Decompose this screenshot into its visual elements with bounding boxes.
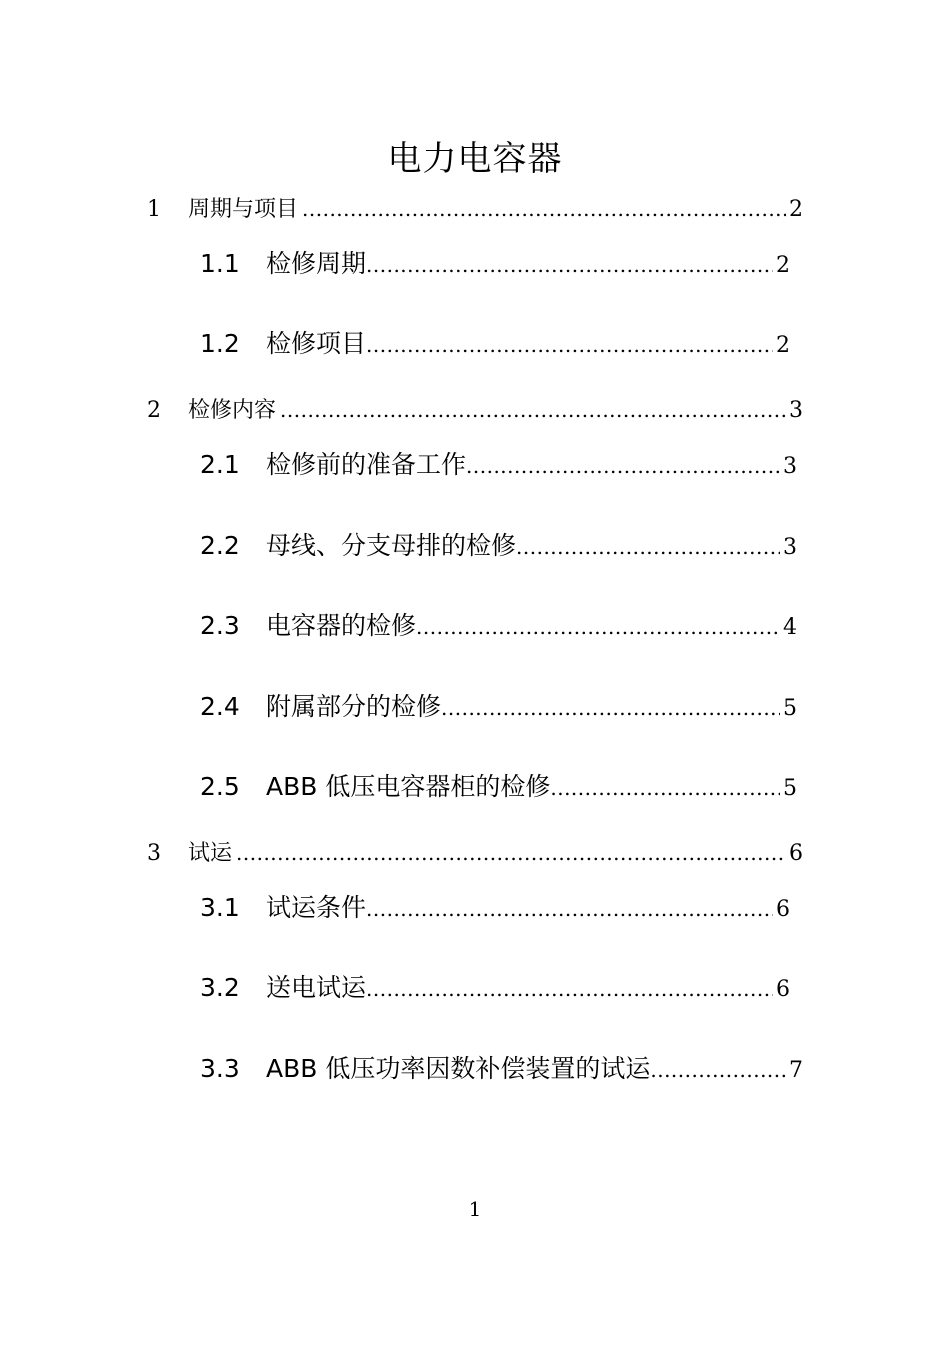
toc-entry-1-1[interactable]	[200, 247, 790, 283]
toc-page-number: 3	[783, 454, 797, 479]
toc-page-number: 4	[783, 615, 797, 640]
toc-label: 检修内容	[188, 398, 277, 423]
toc-entry-2-2[interactable]	[200, 529, 797, 565]
toc-number: 2	[147, 398, 161, 423]
toc-label: 母线、分支母排的检修	[266, 531, 517, 560]
toc-dot-leader	[466, 449, 780, 483]
toc-page-number: 6	[776, 977, 790, 1002]
toc-entry-3-1[interactable]	[200, 891, 790, 927]
toc-dot-leader	[550, 771, 780, 805]
toc-number: 3.2	[200, 973, 240, 1002]
toc-label: 检修项目	[266, 329, 367, 358]
toc-entry-2-4[interactable]	[200, 690, 797, 726]
toc-dot-leader	[366, 248, 773, 282]
toc-page-number: 2	[776, 253, 790, 278]
toc-label: ABB 低压功率因数补偿装置的试运	[266, 1054, 651, 1083]
toc-dot-leader	[516, 530, 780, 564]
toc-page-number: 2	[789, 197, 803, 222]
toc-dot-leader	[441, 691, 780, 725]
toc-entry-2-1[interactable]	[200, 448, 797, 484]
toc-entry-3-2[interactable]	[200, 971, 790, 1007]
toc-entry-2-3[interactable]	[200, 609, 797, 645]
toc-page-number: 6	[789, 841, 803, 866]
toc-entry-1[interactable]	[147, 194, 803, 225]
toc-dot-leader	[302, 194, 786, 224]
toc-label: 检修周期	[266, 249, 367, 278]
toc-label: 送电试运	[266, 973, 367, 1002]
toc-number: 3.3	[200, 1054, 240, 1083]
toc-label: 试运	[188, 841, 233, 866]
toc-entry-3[interactable]	[147, 838, 803, 869]
footer-page-number: 1	[468, 1197, 482, 1221]
toc-page-number: 3	[789, 398, 803, 423]
toc-dot-leader	[366, 972, 773, 1006]
toc-label: 检修前的准备工作	[266, 450, 467, 479]
toc-dot-leader	[236, 838, 786, 868]
toc-dot-leader	[366, 892, 773, 926]
toc-number: 1	[147, 197, 161, 222]
toc-number: 3	[147, 841, 161, 866]
toc-number: 2.4	[200, 692, 240, 721]
toc-number: 2.5	[200, 772, 240, 801]
toc-page-number: 5	[783, 776, 797, 801]
toc-dot-leader	[280, 395, 786, 425]
toc-page-number: 6	[776, 897, 790, 922]
toc-dot-leader	[416, 610, 780, 644]
toc-entry-2-5[interactable]	[200, 770, 797, 806]
toc-dot-leader	[650, 1053, 786, 1087]
toc-label: 电容器的检修	[266, 611, 417, 640]
toc-entry-2[interactable]	[147, 395, 803, 426]
toc-label: 附属部分的检修	[266, 692, 442, 721]
toc-number: 3.1	[200, 893, 240, 922]
toc-entry-1-2[interactable]	[200, 327, 790, 363]
toc-entry-3-3[interactable]	[200, 1052, 803, 1088]
toc-number: 2.2	[200, 531, 240, 560]
toc-label: 试运条件	[266, 893, 367, 922]
toc-number: 2.1	[200, 450, 240, 479]
toc-label: ABB 低压电容器柜的检修	[266, 772, 551, 801]
document-title: 电力电容器	[387, 139, 563, 179]
toc-number: 1.1	[200, 249, 240, 278]
toc-page-number: 3	[783, 535, 797, 560]
toc-label: 周期与项目	[188, 197, 299, 222]
toc-dot-leader	[366, 328, 773, 362]
toc-page-number: 2	[776, 333, 790, 358]
toc-number: 2.3	[200, 611, 240, 640]
toc-number: 1.2	[200, 329, 240, 358]
toc-page-number: 5	[783, 696, 797, 721]
toc-page-number: 7	[789, 1058, 803, 1083]
